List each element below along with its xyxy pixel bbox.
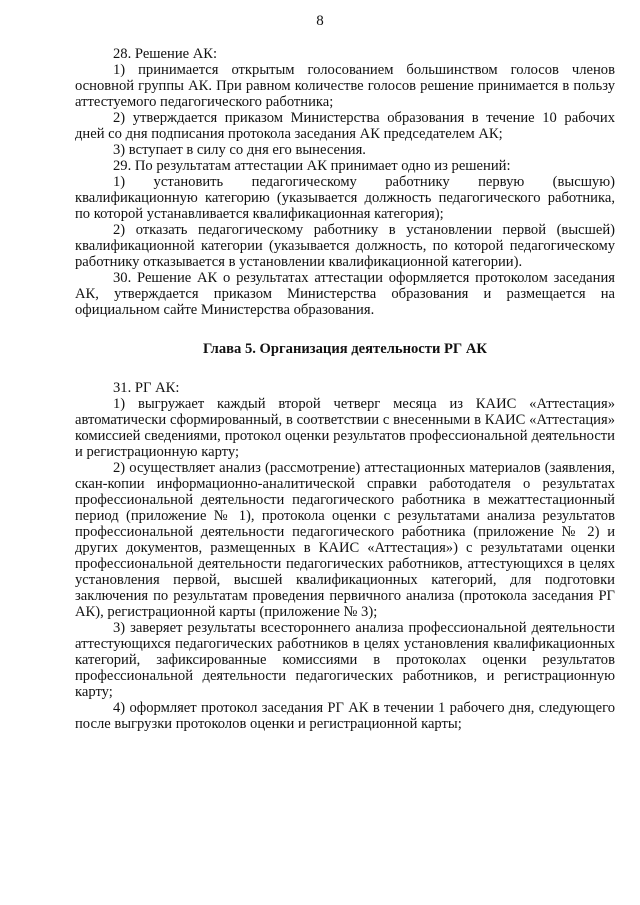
paragraph: 1) выгружает каждый второй четверг месяца из КАИС «Аттестация» автоматически сформированный, в соответствии с внесенными в КАИС «Аттестация» комиссией сведениями, протокол оценки результатов профессиональной деятельности и регистрационную карту; (75, 396, 615, 460)
paragraph: 1) установить педагогическому работнику первую (высшую) квалификационную категорию (указывается должность педагогического работника, по которой устанавливается квалификационная категория); (75, 174, 615, 222)
paragraph: 2) отказать педагогическому работнику в установлении первой (высшей) квалификационной категории (указывается должность, по которой педагогическому работнику отказывается в установлении квалификационной категории). (75, 222, 615, 270)
paragraph: 2) осуществляет анализ (рассмотрение) аттестационных материалов (заявления, скан-копии информационно-аналитической справки работодателя о результатах профессиональной деятельности педагогического работника в межаттестационный период (приложение № 1), протокола оценки с результатами анализа результатов профессиональной деятельности педагогического работника (приложение № 2) и других документов, размещенных в КАИС «Аттестация») с результатами оценки профессиональной деятельности педагогических работников, аттестующихся в целях установления первой, высшей квалификационных категорий, для подготовки заключения по результатам проведения первичного анализа (протокола заседания РГ АК), регистрационной карты (приложение № 3); (75, 460, 615, 620)
paragraph: 1) принимается открытым голосованием большинством голосов членов основной группы АК. При равном количестве голосов решение принимается в пользу аттестуемого педагогического работника; (75, 62, 615, 110)
chapter-title: Глава 5. Организация деятельности РГ АК (203, 341, 487, 357)
paragraph: 29. По результатам аттестации АК принимает одно из решений: (113, 158, 511, 174)
paragraph: 2) утверждается приказом Министерства образования в течение 10 рабочих дней со дня подписания протокола заседания АК председателем АК; (75, 110, 615, 142)
paragraph: 3) заверяет результаты всестороннего анализа профессиональной деятельности аттестующихся педагогических работников в целях установления квалификационных категорий, зафиксированные комиссиями в протоколах оценки результатов профессиональной деятельности педагогических работников, и регистрационную карту; (75, 620, 615, 700)
paragraph: 31. РГ АК: (113, 380, 180, 396)
document-body (75, 46, 615, 732)
page-number: 8 (316, 13, 324, 29)
paragraph: 4) оформляет протокол заседания РГ АК в течении 1 рабочего дня, следующего после выгрузки протоколов оценки и регистрационной карты; (75, 700, 615, 732)
paragraph: 28. Решение АК: (113, 46, 218, 62)
paragraph: 3) вступает в силу со дня его вынесения. (113, 142, 366, 158)
paragraph: 30. Решение АК о результатах аттестации оформляется протоколом заседания АК, утверждается приказом Министерства образования и размещается на официальном сайте Министерства образования. (75, 270, 615, 318)
